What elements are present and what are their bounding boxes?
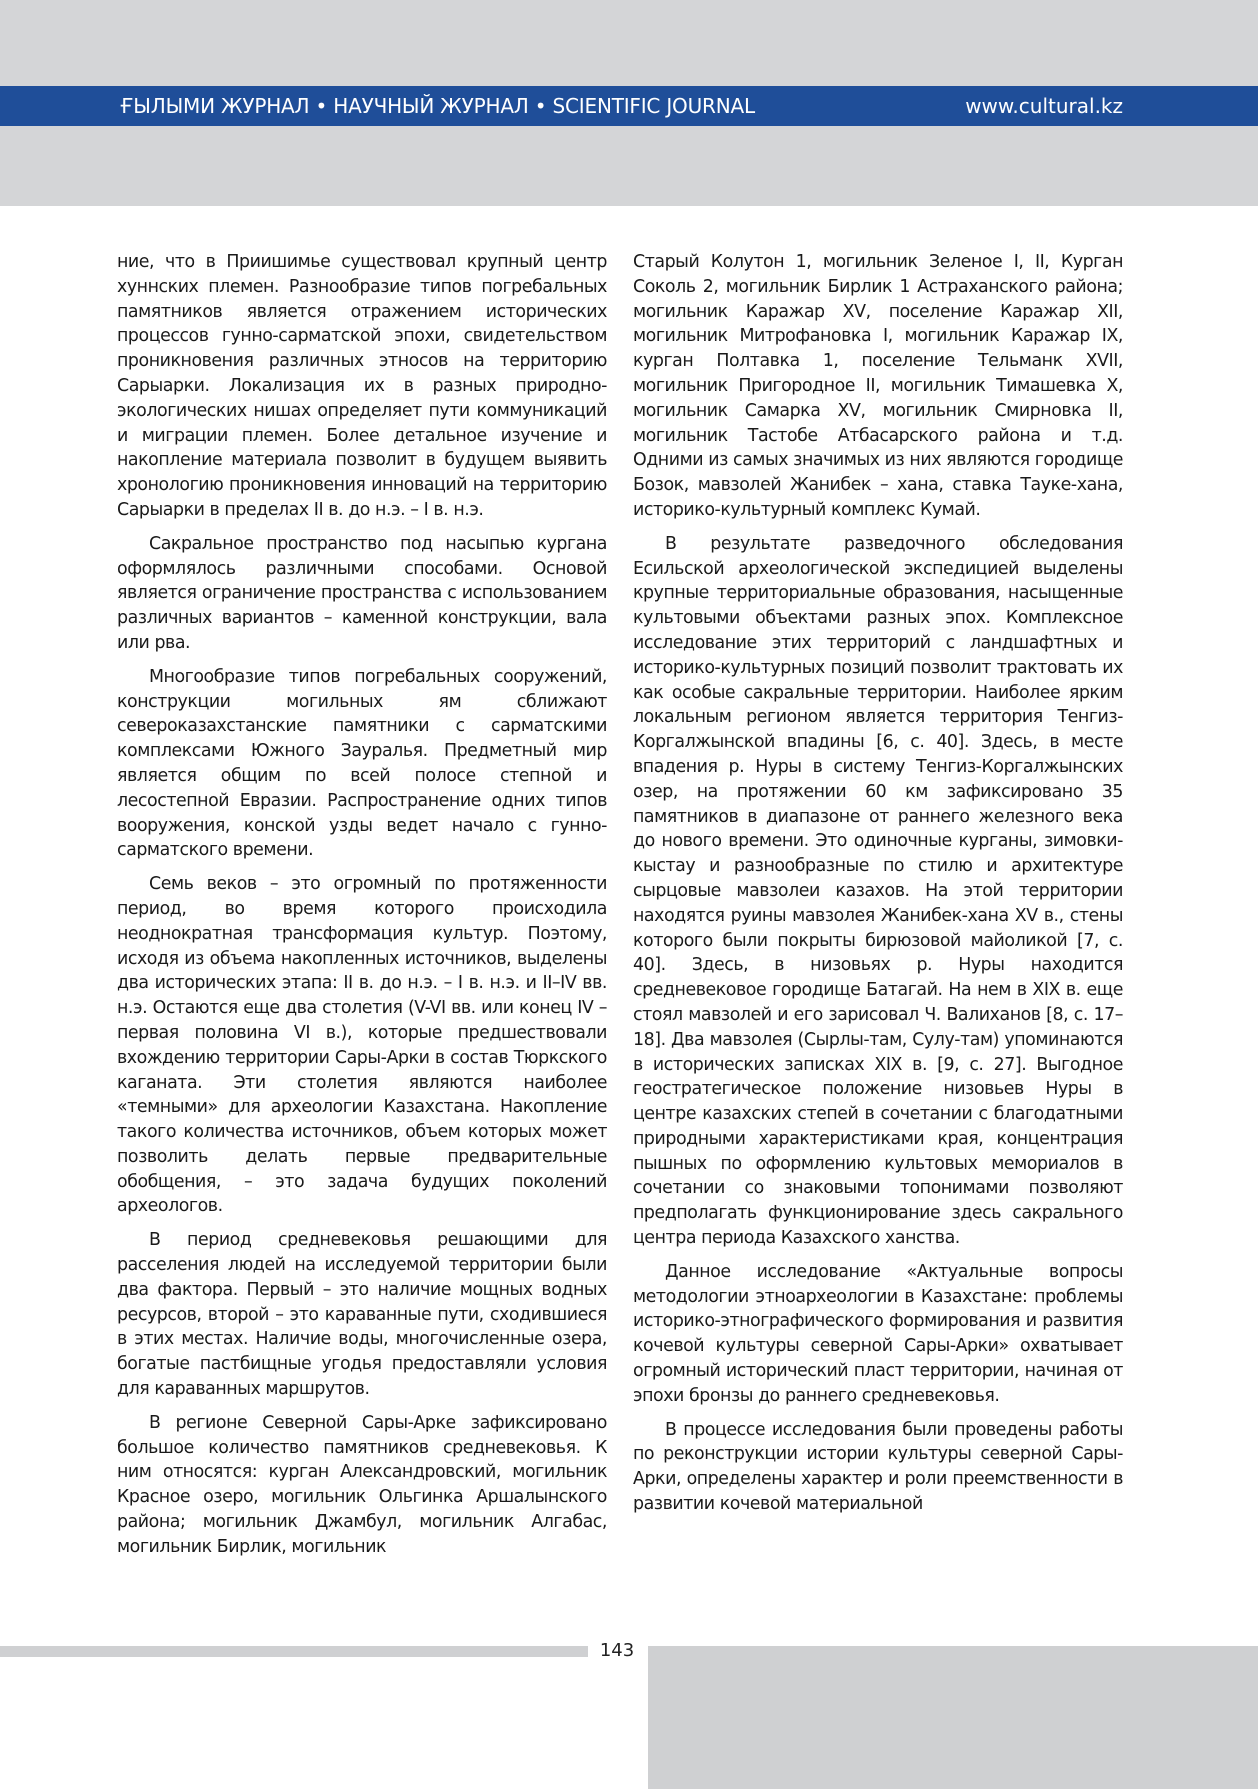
journal-header-bar <box>0 86 1258 126</box>
journal-title: ҒЫЛЫМИ ЖУРНАЛ • НАУЧНЫЙ ЖУРНАЛ • SCIENTIFIC JOURNAL <box>120 94 755 118</box>
paragraph: ние, что в Приишимье существовал крупный центр хуннских племен. Разнообразие типов погребальных памятников является отражением исторических процессов гунно-сарматской эпохи, свидетельством проникновения различных этносов на территорию Сарыарки. Локализация их в разных природно-экологических нишах определяет пути коммуникаций и миграции племен. Более детальное изучение и накопление материала позволит в будущем выявить хронологию проникновения инноваций на территорию Сарыарки в пределах II в. до н.э. – I в. н.э. <box>117 252 607 520</box>
page-number: 143 <box>599 1640 635 1661</box>
paragraph: Семь веков – это огромный по протяженности период, во время которого происходила неоднократная трансформация культур. Поэтому, исходя из объема накопленных источников, выделены два исторических этапа: II в. до н.э. – I в. н.э. и II–IV вв. н.э. Остаются еще два столетия (V-VI вв. или конец IV – первая половина VI в.), которые предшествовали вхождению территории Сары-Арки в состав Тюркского каганата. Эти столетия являются наиболее «темными» для археологии Казахстана. Накопление такого количества источников, объем которых может позволить делать первые предварительные обобщения, – это задача будущих поколений археологов. <box>117 874 607 1217</box>
footer-background <box>648 1646 1258 1789</box>
journal-website[interactable]: www.cultural.kz <box>965 94 1123 118</box>
paragraph: В результате разведочного обследования Есильской археологической экспедицией выделены крупные территориальные образования, насыщенные культовыми объектами разных эпох. Комплексное исследование этих территорий с ландшафтных и историко-культурных позиций позволит трактовать их как особые сакральные территории. Наиболее ярким локальным регионом является территория Тенгиз-Коргалжынской впадины [6, с. 40]. Здесь, в месте впадения р. Нуры в систему Тенгиз-Коргалжынских озер, на протяжении 60 км зафиксировано 35 памятников в диапазоне от раннего железного века до нового времени. Это одиночные курганы, зимовки-кыстау и разнообразные по стилю и архитектуре сырцовые мавзолеи казахов. На этой территории находятся руины мавзолея Жанибек-хана XV в., стены которого были покрыты бирюзовой майоликой [7, с. 40]. Здесь, в низовьях р. Нуры находится средневековое городище Батагай. На нем в XIX в. еще стоял мавзолей и его зарисовал Ч. Валиханов [8, с. 17–18]. Два мавзолея (Сырлы-там, Сулу-там) упоминаются в исторических записках XIX в. [9, с. 27]. Выгодное геостратегическое положение низовьев Нуры в центре казахских степей в сочетании с благодатными природными характеристиками края, концентрация пышных по оформлению культовых мемориалов в сочетании со знаковыми топонимами позволяют предполагать функционирование здесь сакрального центра периода Казахского ханства. <box>633 533 1123 1249</box>
paragraph: В регионе Северной Сары-Арке зафиксировано большое количество памятников средневековья. К ним относятся: курган Александровский, могильник Красное озеро, могильник Ольгинка Аршалынского района; могильник Джамбул, могильник Алгабас, могильник Бирлик, могильник <box>117 1412 607 1557</box>
paragraph: В процессе исследования были проведены работы по реконструкции истории культуры северной Сары-Арки, определены характер и роли преемственности в развитии кочевой материальной <box>633 1419 1123 1515</box>
paragraph: В период средневековья решающими для расселения людей на исследуемой территории были два фактора. Первый – это наличие мощных водных ресурсов, второй – это караванные пути, сходившиеся в этих местах. Наличие воды, многочисленные озера, богатые пастбищные угодья предоставляли условия для караванных маршрутов. <box>117 1230 607 1400</box>
paragraph: Старый Колутон 1, могильник Зеленое I, II, Курган Соколь 2, могильник Бирлик 1 Астраханского района; могильник Каражар XV, поселение Каражар XII, могильник Митрофановка I, могильник Каражар IX, курган Полтавка 1, поселение Тельманк XVII, могильник Пригородное II, могильник Тимашевка X, могильник Самарка XV, могильник Смирновка II, могильник Тастобе Атбасарского района и т.д. Одними из самых значимых из них являются городище Бозок, мавзолей Жанибек – хана, ставка Тауке-хана, историко-культурный комплекс Кумай. <box>633 252 1123 520</box>
footer-rule <box>0 1646 588 1657</box>
paragraph: Многообразие типов погребальных сооружений, конструкции могильных ям сближают североказахстанские памятники с сарматскими комплексами Южного Зауралья. Предметный мир является общим по всей полосе степной и лесостепной Евразии. Распространение одних типов вооружения, конской узды ведет начало с гунно-сарматского времени. <box>117 666 607 861</box>
right-text-column <box>633 250 1123 1526</box>
paragraph: Данное исследование «Актуальные вопросы методологии этноархеологии в Казахстане: проблемы историко-этнографического формирования и развития кочевой культуры северной Сары-Арки» охватывает огромный исторический пласт территории, начиная от эпохи бронзы до раннего средневековья. <box>633 1261 1123 1406</box>
left-text-column <box>117 250 607 1569</box>
paragraph: Сакральное пространство под насыпью кургана оформлялось различными способами. Основой является ограничение пространства с использованием различных вариантов – каменной конструкции, вала или рва. <box>117 533 607 653</box>
